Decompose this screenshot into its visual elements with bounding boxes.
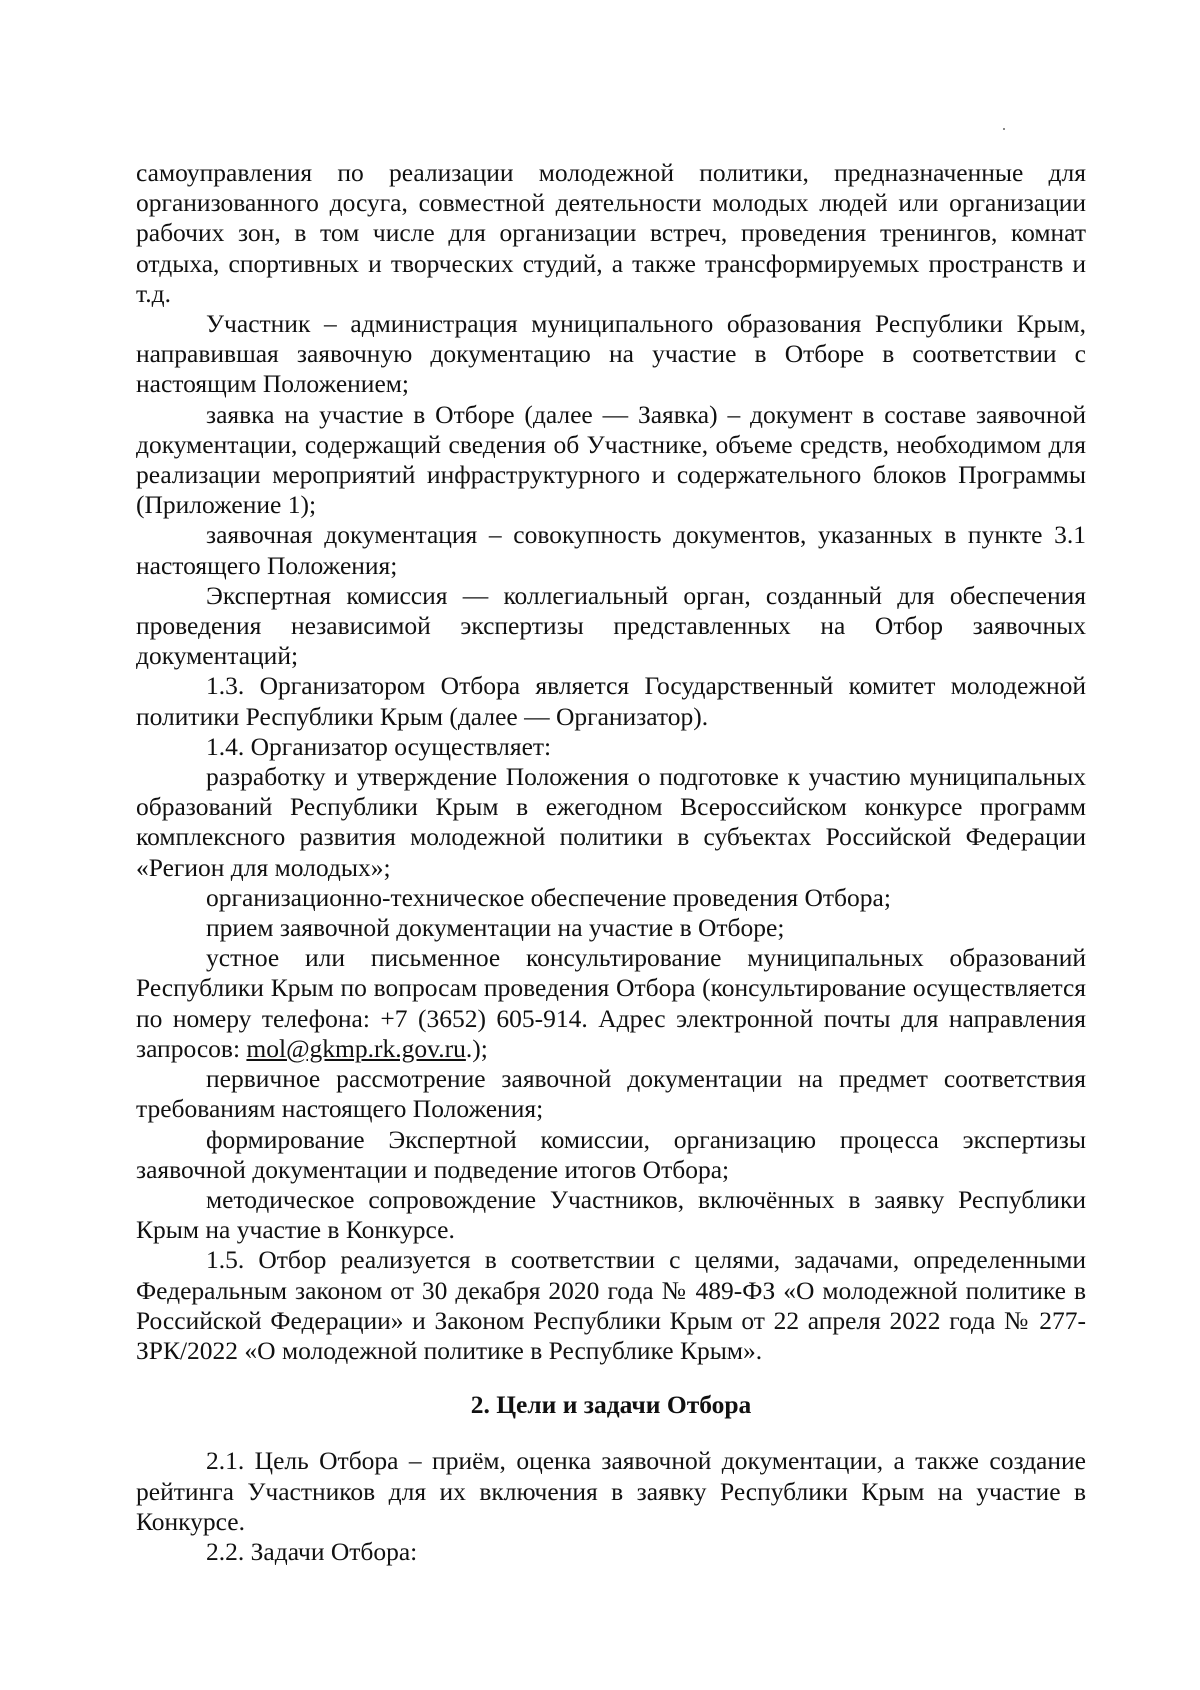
paragraph-2-2: 2.2. Задачи Отбора: bbox=[206, 1536, 418, 1566]
paragraph-1-5: 1.5. Отбор реализуется в соответствии с целями, задачами, определенными Федеральным законом от 30 декабря 2020 года № 489-ФЗ «О молодежной политике в Российской Федерации» и Законом Республики Крым от 22 апреля 2022 года № 277-ЗРК/2022 «О молодежной политике в Республике Крым». bbox=[136, 1245, 1086, 1365]
paragraph-methodical-support: методическое сопровождение Участников, включённых в заявку Республики Крым на участие в Конкурсе. bbox=[136, 1184, 1086, 1245]
paragraph-1-3: 1.3. Организатором Отбора является Государственный комитет молодежной политики Республики Крым (далее — Организатор). bbox=[136, 671, 1086, 731]
paragraph-1-4: 1.4. Организатор осуществляет: bbox=[206, 731, 552, 761]
consultation-text-end: .); bbox=[465, 1033, 488, 1063]
paragraph-org-technical: организационно-техническое обеспечение проведения Отбора; bbox=[206, 882, 891, 912]
paragraph-participant-definition: Участник – администрация муниципального образования Республики Крым, направившая заявочную документацию на участие в Отборе в соответствии с настоящим Положением; bbox=[136, 309, 1086, 399]
paragraph-primary-review: первичное рассмотрение заявочной документации на предмет соответствия требованиям настоящего Положения; bbox=[136, 1064, 1086, 1124]
consultation-text: устное или письменное консультирование муниципальных образований Республики Крым по вопросам проведения Отбора (консультирование осуществляется по номеру телефона: +7 (3652) 605-914. Адрес электронной почты для направления запросов: bbox=[136, 943, 1086, 1063]
paragraph-continuation: самоуправления по реализации молодежной политики, предназначенные для организованного досуга, совместной деятельности молодых людей или организации рабочих зон, в том числе для организации встреч, проведения тренингов, комнат отдыха, спортивных и творческих студий, а также трансформируемых пространств и т.д. bbox=[136, 158, 1086, 308]
section-2-heading: 2. Цели и задачи Отбора bbox=[470, 1390, 752, 1420]
paragraph-application-definition: заявка на участие в Отборе (далее — Заявка) – документ в составе заявочной документации, содержащий сведения об Участнике, объеме средств, необходимом для реализации мероприятий инфраструктурного и содержательного блоков Программы (Приложение 1); bbox=[136, 399, 1086, 520]
paragraph-reception: прием заявочной документации на участие в Отборе; bbox=[206, 913, 785, 943]
paragraph-documentation-definition: заявочная документация – совокупность документов, указанных в пункте 3.1 настоящего Положения; bbox=[136, 520, 1086, 580]
paragraph-commission-formation: формирование Экспертной комиссии, организацию процесса экспертизы заявочной документации и подведение итогов Отбора; bbox=[136, 1124, 1086, 1184]
paragraph-2-1: 2.1. Цель Отбора – приём, оценка заявочной документации, а также создание рейтинга Участников для их включения в заявку Республики Крым на участие в Конкурсе. bbox=[136, 1446, 1086, 1536]
paragraph-commission-definition: Экспертная комиссия — коллегиальный орган, созданный для обеспечения проведения независимой экспертизы представленных на Отбор заявочных документаций; bbox=[136, 580, 1086, 671]
paragraph-development: разработку и утверждение Положения о подготовке к участию муниципальных образований Республики Крым в ежегодном Всероссийском конкурсе программ комплексного развития молодежной политики в субъектах Российской Федерации «Регион для молодых»; bbox=[136, 762, 1086, 882]
paragraph-consultation bbox=[136, 943, 1086, 1064]
scan-speck bbox=[1003, 128, 1005, 130]
email-link[interactable]: mol@gkmp.rk.gov.ru bbox=[246, 1033, 466, 1063]
document-page bbox=[136, 158, 1086, 1567]
